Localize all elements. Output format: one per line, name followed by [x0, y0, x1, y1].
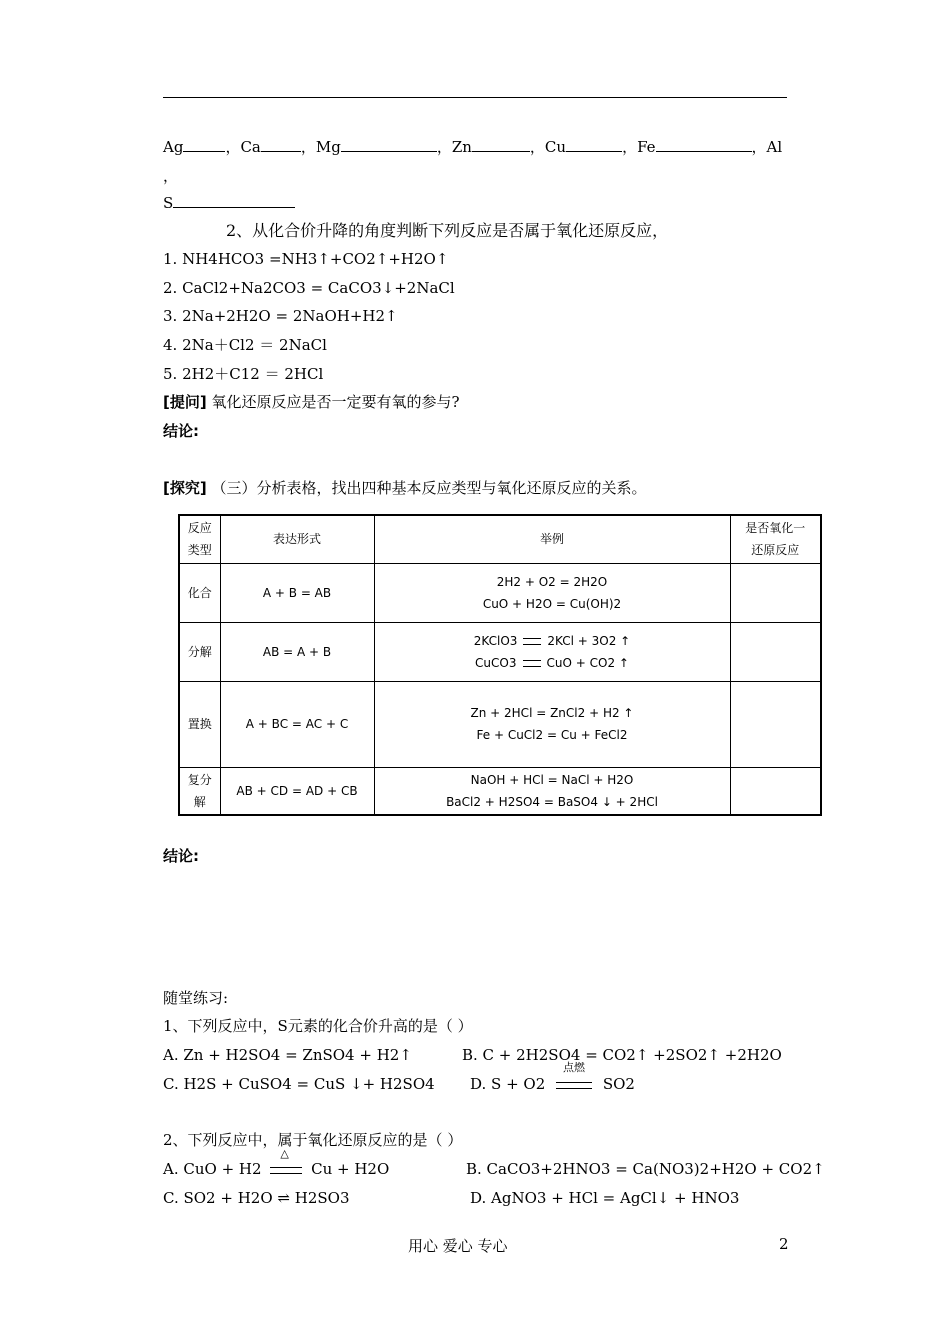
row-form: AB + CD = AD + CB	[220, 767, 374, 815]
q2-a-right: Cu + H2O	[311, 1160, 390, 1178]
conclusion-label: 结论:	[163, 422, 199, 440]
q1-d-right: SO2	[602, 1075, 635, 1093]
reaction-2: 2. CaCl2+Na2CO3 = CaCO3↓+2NaCl	[163, 279, 455, 297]
q2-option-d: D. AgNO3 + HCl = AgCl↓ + HNO3	[470, 1189, 740, 1207]
practice-title: 随堂练习:	[163, 989, 229, 1007]
table-row	[179, 622, 821, 681]
q1-d-condition	[550, 1061, 598, 1094]
explore-tag: [探究]	[163, 479, 207, 497]
heat-icon: △	[280, 1147, 289, 1160]
equals-sign	[556, 1082, 592, 1089]
explore-text: （三）分析表格，找出四种基本反应类型与氧化还原反应的关系。	[211, 479, 647, 497]
example-right: 2KCl + 3O2 ↑	[547, 633, 631, 648]
example-line: Zn + 2HCl = ZnCl2 + H2 ↑	[470, 706, 634, 720]
header-type-line1: 反应	[187, 521, 212, 536]
fill-blanks-line	[163, 137, 782, 157]
row-answer-cell[interactable]	[730, 622, 821, 681]
row-form: A + B = AB	[220, 563, 374, 622]
blank-field[interactable]	[656, 137, 752, 152]
blank-field[interactable]	[472, 137, 530, 152]
header-example: 举例	[374, 515, 730, 563]
header-redox	[730, 515, 821, 563]
question-tag: [提问]	[163, 393, 207, 411]
header-redox-line1: 是否氧化一	[745, 521, 806, 536]
reaction-4: 4. 2Na＋Cl2 ＝ 2NaCl	[163, 336, 327, 354]
row-examples	[374, 622, 730, 681]
row-answer-cell[interactable]	[730, 681, 821, 767]
blank-field[interactable]	[341, 137, 437, 152]
table-row	[179, 563, 821, 622]
example-left: 2KClO3	[473, 633, 518, 648]
q1-d-left: D. S + O2	[470, 1075, 546, 1093]
footer-slogan: 用心 爱心 专心	[408, 1237, 508, 1255]
row-type-line1: 复分	[187, 772, 212, 787]
header-redox-line2: 还原反应	[751, 543, 800, 558]
blank-label-ag: Ag	[163, 138, 184, 156]
table-row	[179, 767, 821, 815]
row-examples	[374, 681, 730, 767]
header-type	[179, 515, 220, 563]
example-line	[375, 652, 730, 674]
reversible-arrow-icon: ⇌	[277, 1189, 290, 1207]
row-type: 置换	[179, 681, 220, 767]
q2-option-c	[163, 1188, 350, 1208]
q2-stem: 2、下列反应中，属于氧化还原反应的是（ ）	[163, 1131, 463, 1149]
reaction-1: 1. NH4HCO3 =NH3↑+CO2↑+H2O↑	[163, 250, 449, 268]
row-type-line2: 解	[193, 794, 206, 809]
blank-label-fe: ，Fe	[622, 138, 656, 156]
q2-option-b: B. CaCO3+2HNO3 = Ca(NO3)2+H2O + CO2↑	[466, 1160, 825, 1178]
row-form: AB = A + B	[220, 622, 374, 681]
row-type: 化合	[179, 563, 220, 622]
explore-line	[163, 478, 647, 498]
blank-label-zn: ，Zn	[436, 138, 472, 156]
example-line: 2H2 + O2 = 2H2O	[496, 574, 608, 589]
section2-title: 2、从化合价升降的角度判断下列反应是否属于氧化还原反应，	[226, 221, 669, 240]
example-line: BaCl2 + H2SO4 = BaSO4 ↓ + 2HCl	[446, 794, 658, 809]
q1-option-c: C. H2S + CuSO4 = CuS ↓+ H2SO4	[163, 1075, 435, 1093]
q1-option-d	[470, 1061, 635, 1094]
header-form: 表达形式	[220, 515, 374, 563]
row-type: 分解	[179, 622, 220, 681]
reaction-5: 5. 2H2＋C12 ＝ 2HCl	[163, 365, 324, 383]
blank-label-s: S	[163, 194, 174, 212]
question-text: 氧化还原反应是否一定要有氧的参与?	[211, 393, 460, 411]
q2-c-right: H2SO3	[294, 1189, 350, 1207]
row-answer-cell[interactable]	[730, 767, 821, 815]
blank-field[interactable]	[173, 193, 295, 208]
q1-option-a: A. Zn + H2SO4 = ZnSO4 + H2↑	[163, 1046, 412, 1064]
example-line	[375, 630, 730, 652]
blank-label-ca: ，Ca	[225, 138, 261, 156]
header-type-line2: 类型	[187, 543, 212, 558]
blank-field[interactable]	[261, 137, 301, 152]
q2-c-left: C. SO2 + H2O	[163, 1189, 273, 1207]
row-type	[179, 767, 220, 815]
blank-field[interactable]	[183, 137, 225, 152]
reaction-types-table	[178, 514, 822, 816]
example-line: Fe + CuCl2 = Cu + FeCl2	[476, 728, 628, 742]
q2-a-left: A. CuO + H2	[163, 1160, 262, 1178]
equals-sign	[270, 1167, 302, 1174]
row-examples	[374, 563, 730, 622]
q2-option-a	[163, 1147, 390, 1179]
question-line	[163, 392, 460, 412]
example-left: CuCO3	[475, 655, 517, 670]
blank-label-cu: ，Cu	[529, 138, 567, 156]
equals-sign	[523, 638, 541, 645]
reaction-3: 3. 2Na+2H2O = 2NaOH+H2↑	[163, 307, 398, 325]
row-answer-cell[interactable]	[730, 563, 821, 622]
example-line: NaOH + HCl = NaCl + H2O	[470, 772, 634, 787]
conclusion2-label: 结论:	[163, 847, 199, 865]
q1-stem: 1、下列反应中，S元素的化合价升高的是（ ）	[163, 1017, 473, 1035]
blank-label-mg: ，Mg	[300, 138, 341, 156]
blank-label-al: ，Al	[751, 138, 783, 156]
header-rule	[163, 97, 787, 98]
condition-label: 点燃	[563, 1061, 586, 1074]
equals-sign	[523, 660, 541, 667]
page-number: 2	[779, 1235, 789, 1253]
q2-a-condition	[266, 1147, 306, 1179]
row-form: A + BC = AC + C	[220, 681, 374, 767]
table-row	[179, 681, 821, 767]
example-right: CuO + CO2 ↑	[546, 655, 629, 670]
example-line: CuO + H2O = Cu(OH)2	[482, 596, 622, 611]
q1-option-b: B. C + 2H2SO4 = CO2↑ +2SO2↑ +2H2O	[462, 1046, 782, 1064]
fill-blanks-s-line	[163, 193, 295, 213]
table-header-row	[179, 515, 821, 563]
fill-blanks-comma: ，	[163, 167, 179, 185]
blank-field[interactable]	[566, 137, 622, 152]
row-examples	[374, 767, 730, 815]
